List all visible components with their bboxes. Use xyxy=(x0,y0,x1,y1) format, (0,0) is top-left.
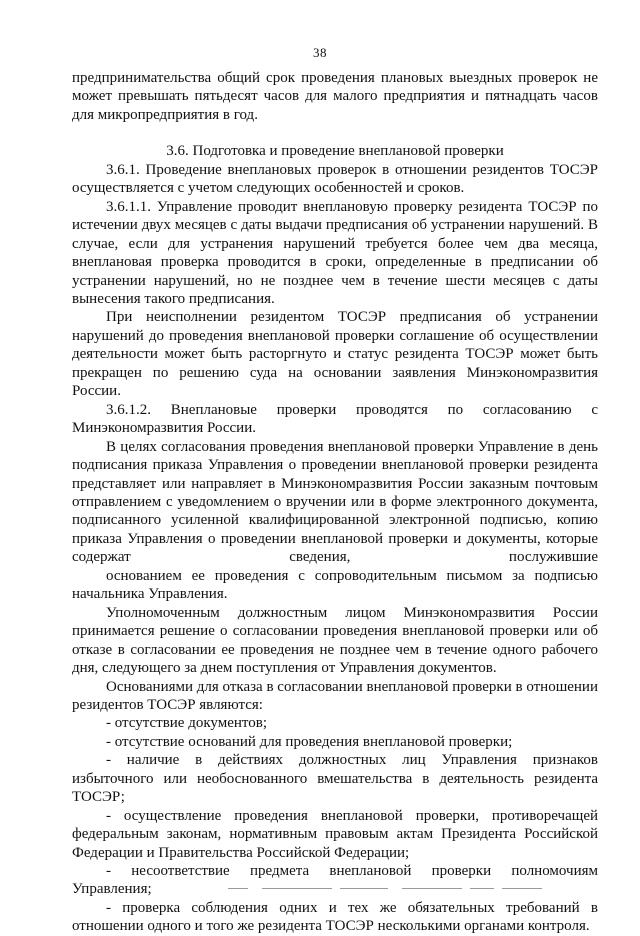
paragraph: При неисполнении резидентом ТОСЭР предписания об устранении нарушений до проведения внеплановой проверки соглашение об осуществлении деятельности может быть расторгнуто и статус резидента ТОСЭР может быть прекращен по решению суда на основании заявления Минэкономразвития России. xyxy=(72,309,598,400)
paragraph: В целях согласования проведения внеплановой проверки Управление в день подписания приказа Управления о проведении внеплановой проверки резидента представляет или направляет в Минэкономразвития России заказным почтовым отправлением с уведомлением о вручении или в форме электронного документа, подписанного усиленной квалифицированной электронной подписью, копию приказа Управления о проведении внеплановой проверки и документы, которые содержат сведения, послужившие xyxy=(72,438,598,566)
paragraph: 3.6.1. Проведение внеплановых проверок в отношении резидентов ТОСЭР осуществляется с учетом следующих особенностей и сроков. xyxy=(72,161,598,197)
scan-mark xyxy=(340,888,388,889)
paragraph: основанием ее проведения с сопроводительным письмом за подписью начальника Управления. xyxy=(72,567,598,603)
paragraph: 3.6.1.2. Внеплановые проверки проводятся по согласованию с Минэкономразвития России. xyxy=(72,401,598,437)
section-heading: 3.6. Подготовка и проведение внеплановой проверки xyxy=(166,143,504,160)
scan-mark xyxy=(262,888,332,889)
scan-mark xyxy=(502,888,542,889)
list-item: - осуществление проведения внеплановой проверки, противоречащей федеральным законам, нормативным правовым актам Президента Российской Федерации и Правительства Российской Федерации; xyxy=(72,807,598,861)
list-item: - наличие в действиях должностных лиц Управления признаков избыточного или необоснованного вмешательства в деятельность резидента ТОСЭР; xyxy=(72,752,598,806)
scan-mark xyxy=(228,888,248,889)
paragraph: Основаниями для отказа в согласовании внеплановой проверки в отношении резидентов ТОСЭР являются: xyxy=(72,678,598,713)
scan-artifacts xyxy=(0,888,640,905)
paragraph: Уполномоченным должностным лицом Минэкономразвития России принимается решение о согласовании проведения внеплановой проверки или об отказе в согласовании ее проведения не позднее чем в течение одного рабочего дня, следующего за днем поступления от Управления документов. xyxy=(72,604,598,677)
page-number: 38 xyxy=(313,45,327,60)
list-item: - отсутствие оснований для проведения внеплановой проверки; xyxy=(106,733,513,750)
scan-mark xyxy=(470,888,494,889)
list-item: - отсутствие документов; xyxy=(106,715,268,732)
paragraph-continuation: предпринимательства общий срок проведения плановых выездных проверок не может превышать пятьдесят часов для малого предприятия и пятнадцать часов для микропредприятия в год. xyxy=(72,70,598,123)
document-body xyxy=(72,69,598,936)
list-item: - несоответствие предмета внеплановой проверки полномочиям Управления; xyxy=(72,863,598,898)
scan-mark xyxy=(402,888,462,889)
paragraph: 3.6.1.1. Управление проводит внеплановую проверку резидента ТОСЭР по истечении двух месяцев с даты выдачи предписания об устранении нарушений. В случае, если для устранения нарушений требуется более чем два месяца, внеплановая проверка проводится в сроки, определенные в предписании об устранении нарушений, но не позднее чем в течение шести месяцев с даты вынесения такого предписания. xyxy=(72,198,598,307)
list-item: - проверка соблюдения одних и тех же обязательных требований в отношении одного и того же резидента ТОСЭР несколькими органами контроля. xyxy=(72,899,598,935)
